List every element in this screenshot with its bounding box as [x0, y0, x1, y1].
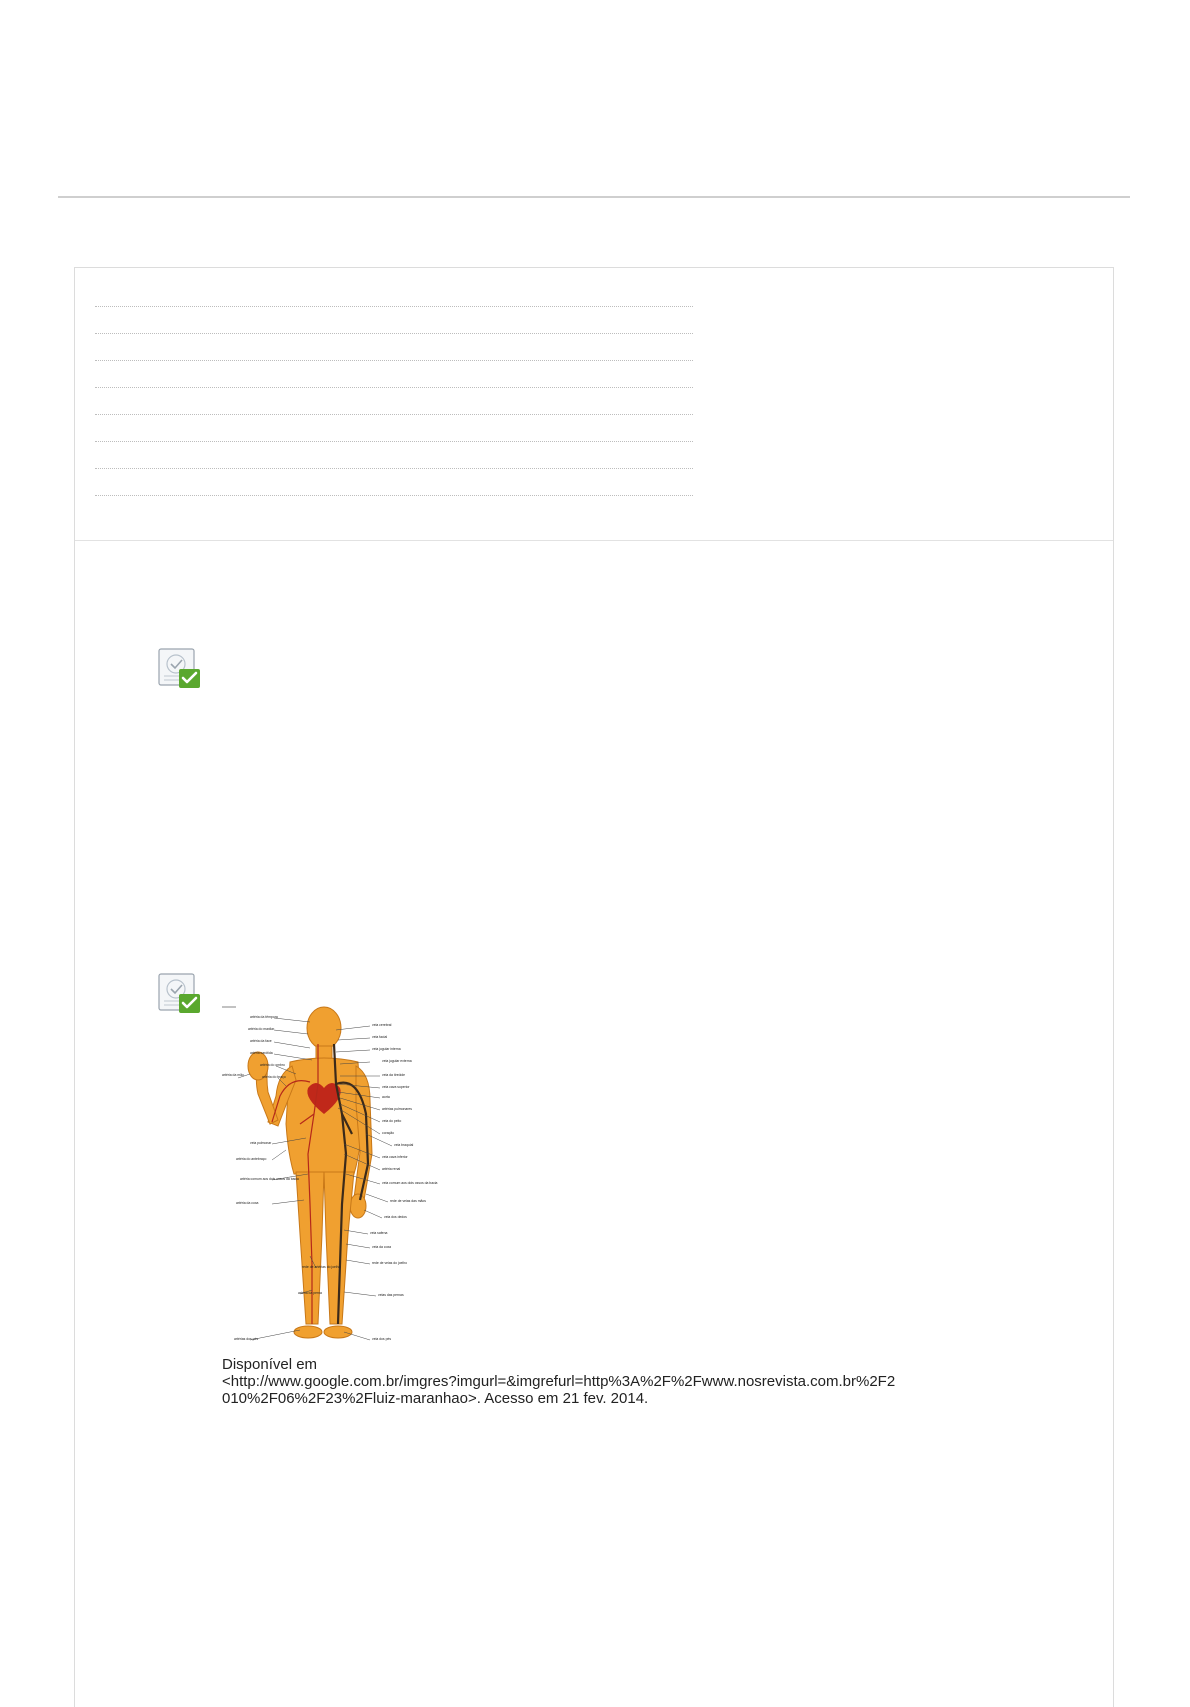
info-row — [95, 360, 693, 361]
figure-label: veia cava inferior — [382, 1155, 408, 1159]
figure-label: veia dos pés — [372, 1337, 392, 1341]
info-row — [95, 468, 693, 469]
figure-label: artéria carótida — [250, 1051, 273, 1055]
figure-label: artérias pulmonares — [382, 1107, 412, 1111]
figure-label: artéria da perna — [298, 1291, 322, 1295]
figure-label: veia braquial — [394, 1143, 414, 1147]
figure-label: artéria da coxa — [236, 1201, 259, 1205]
figure-label: artéria do ombro — [260, 1063, 285, 1067]
caption-line: <http://www.google.com.br/imgres?imgurl=&imgrefurl=http%3A%2F%2Fwww.nosrevista.com.br%2F2 — [222, 1373, 896, 1390]
info-row — [95, 306, 693, 307]
figure-label: artéria da têmpora — [250, 1015, 278, 1019]
figure-label: veias das pernas — [378, 1293, 404, 1297]
info-row — [95, 333, 693, 334]
figure-label: artéria do maxilar — [248, 1027, 275, 1031]
figure-label: veia dos dedos — [384, 1215, 407, 1219]
caption-line: 010%2F06%2F23%2Fluiz-maranhao>. Acesso em 21 fev. 2014. — [222, 1390, 649, 1407]
figure-label: artéria do braço — [262, 1075, 286, 1079]
figure-label: coração — [382, 1131, 395, 1135]
info-row — [95, 387, 693, 388]
caption-line: Disponível em — [222, 1356, 318, 1373]
circulatory-system-figure — [220, 1004, 448, 1350]
figure-label: artéria da mão — [222, 1073, 244, 1077]
info-row — [95, 495, 693, 496]
figure-label: veia cava superior — [382, 1085, 410, 1089]
figure-label: veia da tireóide — [382, 1073, 405, 1077]
figure-label: veia pulmonar — [250, 1141, 272, 1145]
figure-label: rede de veias do joelho — [372, 1261, 408, 1265]
info-row — [95, 441, 693, 442]
info-block — [75, 268, 1113, 541]
figure-label: rede de veias das mãos — [390, 1199, 426, 1203]
figure-label: veia da coxa — [372, 1245, 392, 1249]
figure-label: veia jugular interna — [372, 1047, 401, 1051]
info-row — [95, 414, 693, 415]
header-divider — [58, 196, 1130, 198]
figure-label: aorta — [382, 1095, 390, 1099]
figure-label: veia facial — [372, 1035, 388, 1039]
figure-label: veia comum aos dois ossos da bacia — [382, 1181, 438, 1185]
figure-label: veia do peito — [382, 1119, 402, 1123]
figure-label: rede de artérias do joelho — [302, 1265, 341, 1269]
figure-label: veia safena — [370, 1231, 388, 1235]
figure-label: artéria da face — [250, 1039, 272, 1043]
figure-label: artéria comum aos dois ossos da bacia — [240, 1177, 299, 1181]
correct-answer-icon — [158, 648, 202, 690]
questions-panel — [74, 267, 1114, 1707]
correct-answer-icon — [158, 973, 202, 1015]
figure-caption — [222, 1356, 922, 1407]
figure-label: artéria do antebraço — [236, 1157, 267, 1161]
figure-label: artérias dos pés — [234, 1337, 259, 1341]
figure-label: veia jugular externa — [382, 1059, 412, 1063]
figure-label: veia cerebral — [372, 1023, 392, 1027]
figure-label: artéria renal — [382, 1167, 401, 1171]
